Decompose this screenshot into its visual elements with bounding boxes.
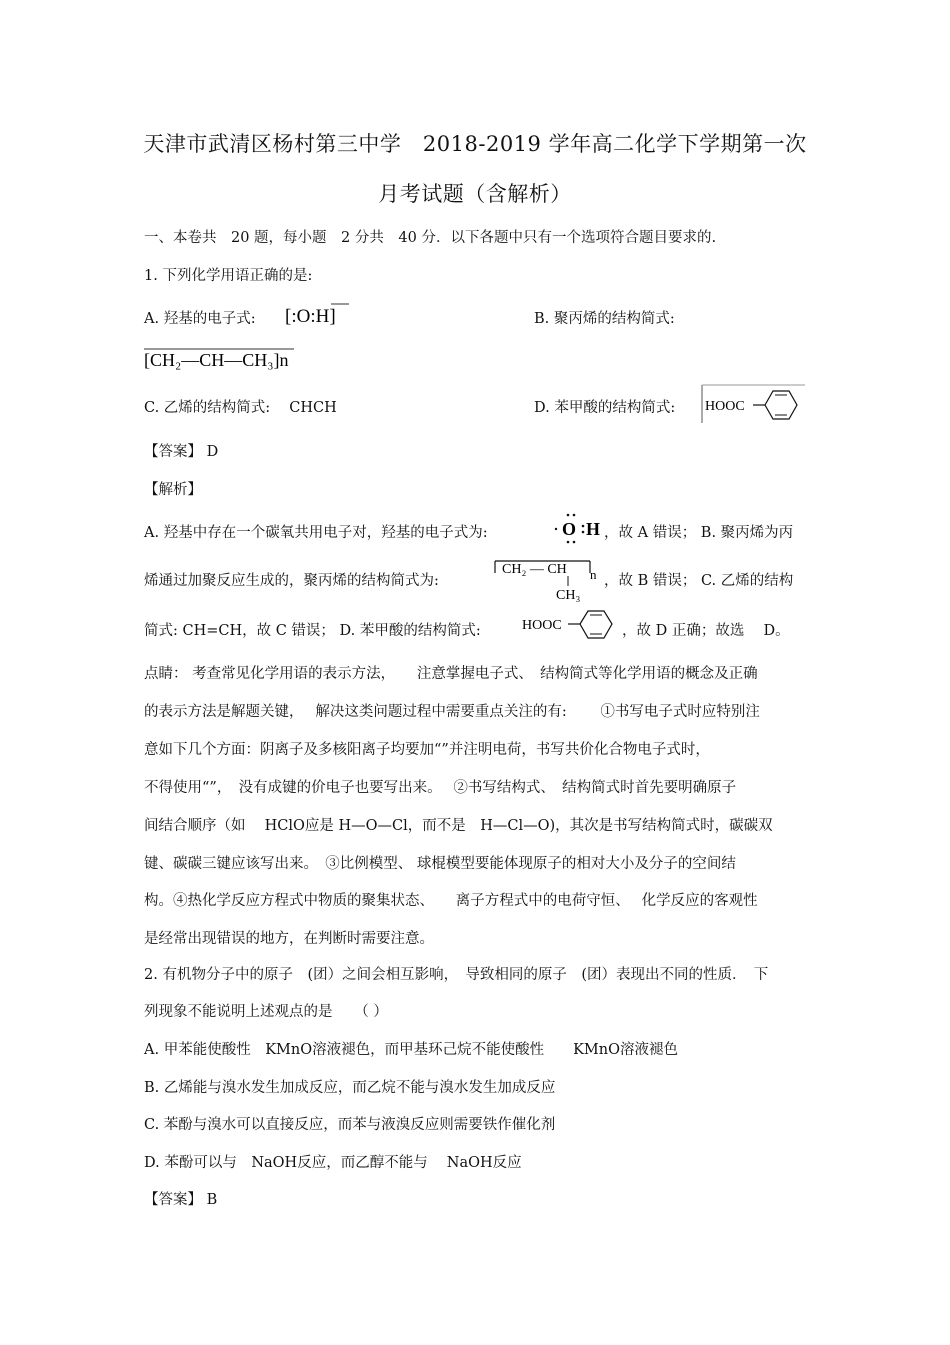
title-line-1: 天津市武清区杨村第三中学 2018-2019 学年高二化学下学期第一次 — [143, 132, 807, 156]
q2-option-d: D. 苯酚可以与 NaOH反应，而乙醇不能与 NaOH反应 — [144, 1155, 522, 1171]
hydroxyl-formula-text: [:O:H] — [285, 306, 336, 327]
q1-exp-line2-a: 烯通过加聚反应生成的，聚丙烯的结构简式为: — [144, 573, 439, 589]
hydroxyl-h-atom: H — [586, 519, 601, 539]
hydroxyl-electron-formula — [283, 300, 353, 334]
q1-answer: 【答案】 D — [144, 444, 219, 460]
q1-exp-line1-b: ，故 A 错误； B. 聚丙烯为丙 — [604, 525, 794, 541]
polypropylene-methyl: CH₃ — [556, 588, 581, 602]
hydroxyl-dot-formula — [553, 510, 609, 550]
q1-option-c: C. 乙烯的结构简式: CHCH — [144, 400, 337, 416]
q2-option-c: C. 苯酚与溴水可以直接反应，而苯与液溴反应则需要铁作催化剂 — [144, 1117, 556, 1133]
polypropylene-structure — [490, 556, 602, 606]
title-line-2: 月考试题（含解析） — [378, 182, 572, 206]
q1-exp-line3-a: 简式: CH=CH，故 C 错误； D. 苯甲酸的结构简式: — [144, 623, 481, 639]
q2-stem-line2: 列现象不能说明上述观点的是 （ ） — [144, 1004, 388, 1020]
q2-stem-line1: 2. 有机物分子中的原子 (团）之间会相互影响， 导致相同的原子 (团）表现出不同的性质． 下 — [144, 967, 769, 983]
note-line: 点睛： 考查常见化学用语的表示方法， 注意掌握电子式、 结构简式等化学用语的概念及正确 — [144, 666, 758, 682]
q1-exp-line1-a: A. 羟基中存在一个碳氧共用电子对，羟基的电子式为: — [144, 525, 488, 541]
q1-option-b: B. 聚丙烯的结构简式: — [534, 311, 675, 327]
note-line: 不得使用“”， 没有成键的价电子也要写出来。 ②书写结构式、 结构简式时首先要明确原子 — [144, 780, 737, 796]
q1-exp-line2-b: ，故 B 错误； C. 乙烯的结构 — [604, 573, 794, 589]
polypropylene-formula-text: [CH₂—CH—CH₃]n — [144, 350, 289, 370]
note-line: 的表示方法是解题关键， 解决这类问题过程中需要重点关注的有: ①书写电子式时应特别注 — [144, 704, 760, 720]
note-line: 间结合顺序（如 HClO应是 H—O—Cl，而不是 H—Cl—O)，其次是书写结构简式时，碳碳双 — [144, 818, 773, 834]
hydroxyl-o-atom: O — [562, 519, 577, 539]
instructions: 一、本卷共 20 题，每小题 2 分共 40 分．以下各题中只有一个选项符合题目要求的. — [144, 230, 717, 246]
polypropylene-formula — [144, 344, 314, 378]
q1-option-a: A. 羟基的电子式: — [144, 311, 256, 327]
q1-analysis-label: 【解析】 — [144, 482, 202, 498]
benzoic-acid-structure-2 — [520, 607, 620, 647]
note-line: 键、碳碳三键应该写出来。 ③比例模型、 球棍模型要能体现原子的相对大小及分子的空间结 — [144, 856, 736, 872]
note-line: 意如下几个方面：阴离子及多核阳离子均要加“”并注明电荷，书写共价化合物电子式时， — [144, 742, 710, 758]
benzoic-acid-hooc-2: HOOC — [522, 618, 562, 633]
benzoic-acid-structure — [701, 383, 806, 429]
note-line: 构。④热化学反应方程式中物质的聚集状态、 离子方程式中的电荷守恒、 化学反应的客观性 — [144, 893, 758, 909]
q1-option-d: D. 苯甲酸的结构简式: — [534, 400, 676, 416]
polypropylene-main-chain: CH₂ — CH — [502, 562, 567, 577]
q2-option-a: A. 甲苯能使酸性 KMnO溶液褪色，而甲基环己烷不能使酸性 KMnO溶液褪色 — [144, 1042, 678, 1058]
q2-option-b: B. 乙烯能与溴水发生加成反应，而乙烷不能与溴水发生加成反应 — [144, 1080, 556, 1096]
benzoic-acid-hooc: HOOC — [705, 399, 745, 414]
q2-answer: 【答案】 B — [144, 1192, 218, 1208]
note-line: 是经常出现错误的地方，在判断时需要注意。 — [144, 931, 434, 947]
q1-exp-line3-b: ，故 D 正确；故选 D。 — [622, 623, 790, 639]
q1-stem: 1. 下列化学用语正确的是: — [144, 268, 313, 284]
polypropylene-n: n — [590, 567, 597, 582]
